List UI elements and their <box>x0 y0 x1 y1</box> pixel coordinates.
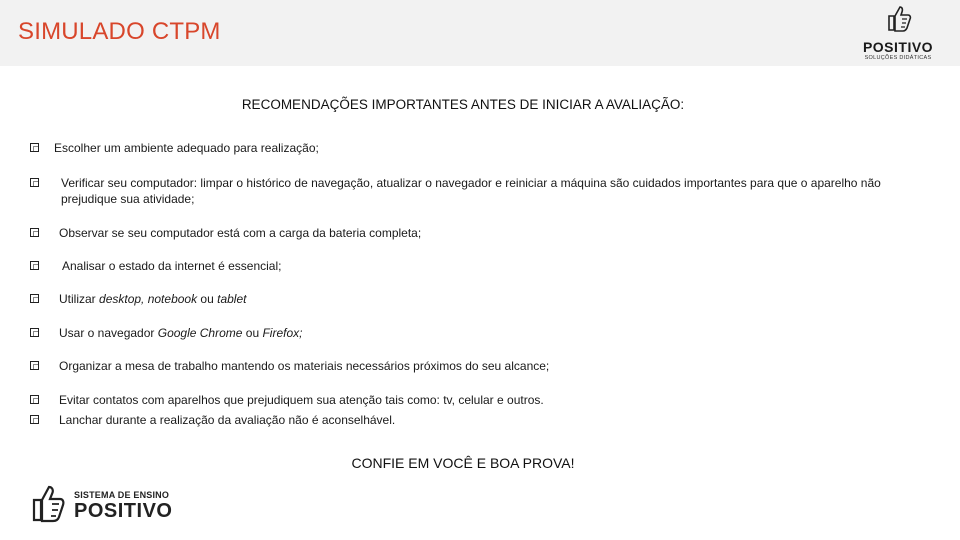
list-item-text: Organizar a mesa de trabalho mantendo os materiais necessários próximos do seu alcance; <box>59 359 550 373</box>
positivo-logo <box>858 4 938 62</box>
list-item-text: Utilizar desktop, notebook ou tablet <box>59 292 247 306</box>
list-item-text: Evitar contatos com aparelhos que prejudiquem sua atenção tais como: tv, celular e outros. <box>59 393 544 407</box>
list-item-text: Verificar seu computador: limpar o histórico de navegação, atualizar o navegador e reiniciar a máquina são cuidados importantes para que o aparelho não prejudique sua atividade; <box>61 176 881 206</box>
checkbox-bullet-icon <box>30 415 39 424</box>
thumbs-up-icon <box>28 482 70 524</box>
list-item-text: Observar se seu computador está com a carga da bateria completa; <box>59 226 422 240</box>
list-item-text: Lanchar durante a realização da avaliação não é aconselhável. <box>59 413 396 427</box>
checkbox-bullet-icon <box>30 178 39 187</box>
checkbox-bullet-icon <box>30 361 39 370</box>
main-heading: RECOMENDAÇÕES IMPORTANTES ANTES DE INICIAR A AVALIAÇÃO: <box>241 97 685 112</box>
page-title: SIMULADO CTPM <box>18 18 221 45</box>
closing-message: CONFIE EM VOCÊ E BOA PROVA! <box>351 455 575 471</box>
logo-line1: SISTEMA DE ENSINO <box>74 490 170 500</box>
list-item-text: Usar o navegador Google Chrome ou Firefox; <box>59 326 303 340</box>
list-item-text: Analisar o estado da internet é essencial; <box>62 259 282 273</box>
logo-brand: POSITIVO <box>862 39 934 55</box>
checkbox-bullet-icon <box>30 261 39 270</box>
checkbox-bullet-icon <box>30 328 39 337</box>
sistema-positivo-logo <box>28 482 188 526</box>
list-item-text: Escolher um ambiente adequado para realização; <box>54 141 319 155</box>
logo-tagline: SOLUÇÕES DIDÁTICAS <box>864 55 932 61</box>
logo-line2: POSITIVO <box>74 500 173 522</box>
checkbox-bullet-icon <box>30 294 39 303</box>
checkbox-bullet-icon <box>30 228 39 237</box>
checkbox-bullet-icon <box>30 143 39 152</box>
checkbox-bullet-icon <box>30 395 39 404</box>
header-bar <box>0 0 960 66</box>
thumbs-up-icon <box>883 4 913 32</box>
